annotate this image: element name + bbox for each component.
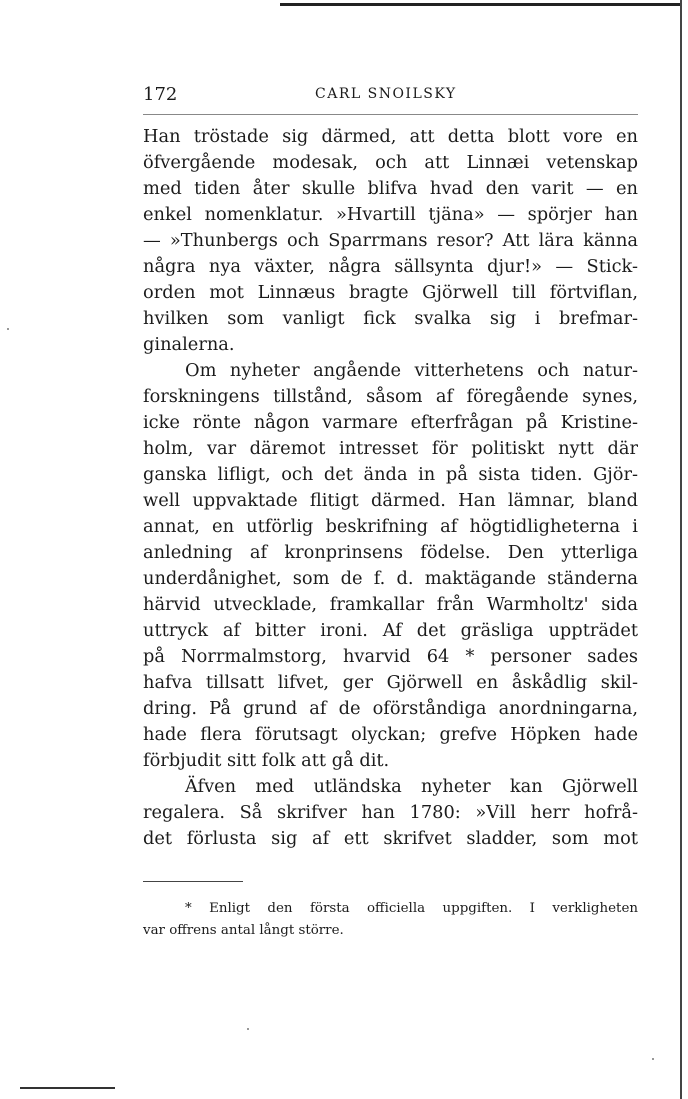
text-line: det förlusta sig af ett skrifvet sladder, som mot [143,828,638,849]
text-line: härvid utvecklade, framkallar från Warmholtz' sida [143,594,638,615]
text-line: uttryck af bitter ironi. Af det gräsliga uppträdet [143,620,638,641]
text-line: hafva tillsatt lifvet, ger Gjörwell en åskådlig skil- [143,672,638,693]
footnote-line: * Enligt den första officiella uppgiften. I verkligheten [185,901,638,916]
text-line: forskningens tillstånd, såsom af föregående synes, [143,386,638,407]
page-edge-right [680,0,682,1099]
body-text [143,124,638,852]
text-line: annat, en utförlig beskrifning af högtidligheterna i [143,516,638,537]
page-number: 172 [143,84,178,105]
text-line: icke rönte någon varmare efterfrågan på Kristine- [143,412,638,433]
text-line: underdånighet, som de f. d. maktägande ständerna [143,568,638,589]
paper-speck [652,1058,654,1060]
text-line: holm, var däremot intresset för politiskt nytt där [143,438,638,459]
text-line: Han tröstade sig därmed, att detta blott vore en [143,126,638,147]
text-line: enkel nomenklatur. »Hvartill tjäna» — spörjer han [143,204,638,225]
page-edge-bottom [20,1087,115,1089]
text-line: well uppvaktade flitigt därmed. Han lämnar, bland [143,490,638,511]
text-line: förbjudit sitt folk att gå dit. [143,750,390,771]
paper-speck [247,1028,249,1030]
paragraph-start-line: Äfven med utländska nyheter kan Gjörwell [185,776,638,797]
text-line: hade flera förutsagt olyckan; grefve Höpken hade [143,724,638,745]
page-edge-top [280,3,680,6]
text-line: på Norrmalmstorg, hvarvid 64 * personer sades [143,646,638,667]
footnote-line: var offrens antal långt större. [143,923,344,938]
text-line: orden mot Linnæus bragte Gjörwell till förtviflan, [143,282,638,303]
text-line: ganska lifligt, och det ända in på sista tiden. Gjör- [143,464,638,485]
text-line: — »Thunbergs och Sparrmans resor? Att lära känna [143,230,638,251]
running-head [143,84,643,108]
text-line: hvilken som vanligt fick svalka sig i brefmar- [143,308,638,329]
text-line: några nya växter, några sällsynta djur!» — Stick- [143,256,638,277]
paper-speck [7,328,9,330]
text-line: öfvergående modesak, och att Linnæi vetenskap [143,152,638,173]
footnote [143,898,638,942]
paragraph-start-line: Om nyheter angående vitterhetens och natur- [185,360,638,381]
running-title: CARL SNOILSKY [315,86,457,102]
text-line: med tiden åter skulle blifva hvad den varit — en [143,178,638,199]
footnote-rule [143,881,243,882]
text-line: regalera. Så skrifver han 1780: »Vill herr hofrå- [143,802,638,823]
text-line: dring. På grund af de oförståndiga anordningarna, [143,698,638,719]
text-line: ginalerna. [143,334,235,355]
header-rule [143,114,638,115]
text-line: anledning af kronprinsens födelse. Den ytterliga [143,542,638,563]
